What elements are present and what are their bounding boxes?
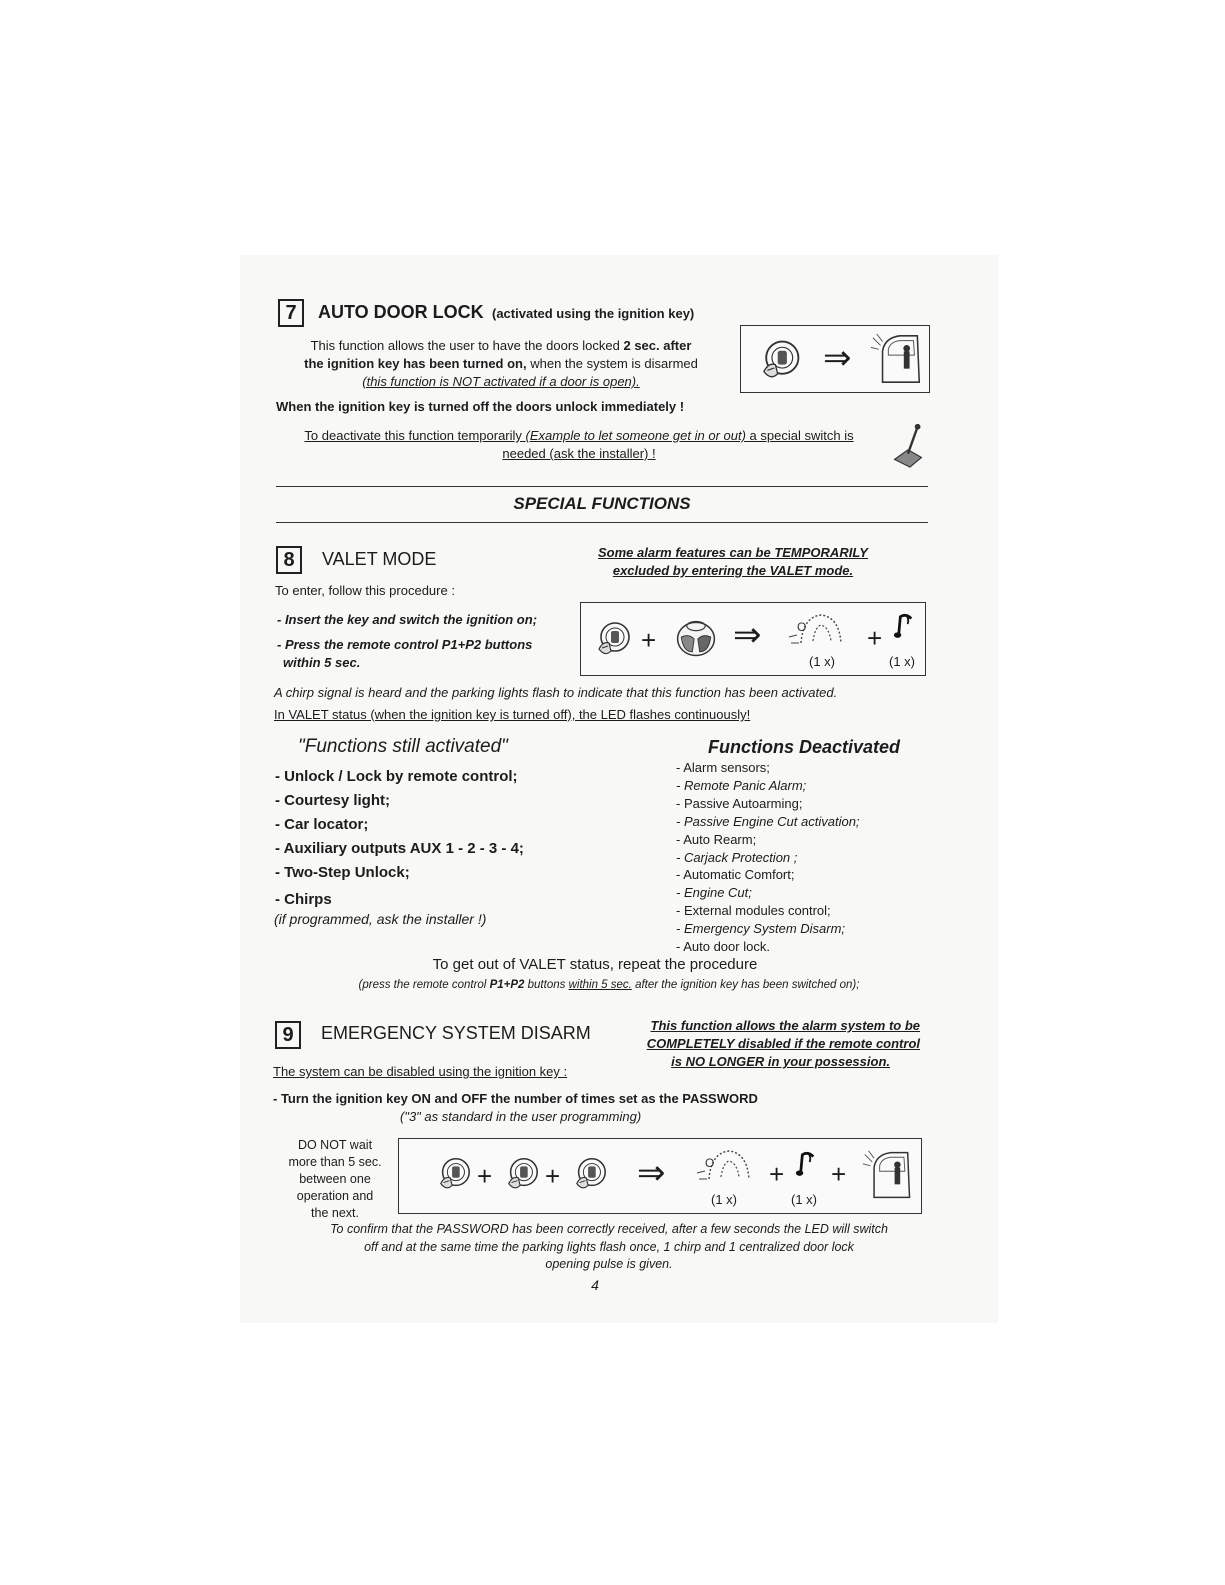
desc-note: (this function is NOT activated if a door is open).	[362, 374, 640, 389]
led-count: (1 x)	[809, 654, 835, 669]
chirp-count: (1 x)	[791, 1192, 817, 1207]
desc-text: This function allows the user to have the doors locked	[310, 338, 620, 353]
chirps-item: - Chirps	[275, 891, 332, 908]
chirps-note: (if programmed, ask the installer !)	[274, 911, 487, 927]
chirp-icon	[795, 1149, 817, 1177]
section-9-title: EMERGENCY SYSTEM DISARM	[321, 1023, 591, 1043]
list-item: - Remote Panic Alarm;	[676, 777, 807, 793]
wait-note-line: more than 5 sec.	[288, 1155, 382, 1169]
ignition-off-note: When the ignition key is turned off the doors unlock immediately !	[276, 399, 685, 414]
emergency-intro: The system can be disabled using the ignition key :	[273, 1064, 568, 1079]
chirp-count: (1 x)	[889, 654, 915, 669]
wait-note-line: operation and	[296, 1189, 374, 1203]
ignition-key-icon	[435, 1155, 473, 1193]
ignition-key-icon	[503, 1155, 541, 1193]
emergency-step-note: ("3" as standard in the user programming)	[400, 1109, 642, 1124]
get-out-text: To get out of VALET status, repeat the procedure	[432, 956, 758, 973]
list-item: - Engine Cut;	[676, 885, 752, 901]
auto-lock-diagram	[740, 325, 930, 393]
get-out-note-text: buttons	[527, 979, 566, 991]
valet-step-2-line: - Press the remote control P1+P2 buttons	[277, 637, 533, 652]
get-out-note	[250, 977, 968, 993]
valet-note-line: excluded by entering the VALET mode.	[612, 563, 854, 578]
functions-deactivated-list	[676, 759, 860, 956]
functions-still-heading: "Functions still activated"	[298, 736, 508, 757]
door-lock-icon	[861, 1147, 917, 1203]
deactivate-note	[250, 427, 908, 463]
plus-sign: +	[545, 1161, 561, 1191]
valet-step-2-line: within 5 sec.	[283, 655, 361, 670]
section-7-description	[262, 337, 740, 391]
valet-note-line: Some alarm features can be TEMPORARILY	[598, 545, 868, 560]
section-number-7: 7	[278, 299, 304, 327]
desc-bold: the ignition key has been turned on,	[304, 356, 527, 371]
valet-step-2	[277, 636, 532, 672]
chirp-icon	[893, 611, 915, 639]
deactivate-example: (Example to let someone get in or out)	[525, 428, 746, 443]
list-item: - Courtesy light;	[275, 792, 390, 809]
page-number: 4	[591, 1277, 599, 1293]
functions-still-list	[275, 765, 524, 885]
wait-note-line: DO NOT wait	[297, 1138, 373, 1152]
desc-bold: 2 sec. after	[623, 338, 692, 353]
valet-note	[568, 544, 898, 580]
valet-intro: To enter, follow this procedure :	[275, 583, 455, 598]
list-item: - Auto door lock.	[676, 939, 770, 955]
list-item: - Car locator;	[275, 816, 369, 833]
functions-deactivated-heading: Functions Deactivated	[708, 737, 901, 757]
list-item: - Passive Autoarming;	[676, 795, 803, 811]
plus-sign: +	[477, 1161, 493, 1191]
divider-bottom	[276, 522, 928, 523]
chirp-signal-text: A chirp signal is heard and the parking lights flash to indicate that this function has been activated.	[274, 685, 838, 700]
led-flash-icon	[695, 1143, 755, 1183]
list-item: - External modules control;	[676, 903, 831, 919]
deactivate-text: a special switch is	[749, 428, 854, 443]
emergency-step: - Turn the ignition key ON and OFF the number of times set as the PASSWORD	[273, 1091, 758, 1106]
list-item: - Auto Rearm;	[676, 831, 757, 847]
arrow-right-icon: ⇒	[733, 616, 762, 654]
section-7-title: AUTO DOOR LOCK	[318, 302, 484, 322]
plus-sign: +	[769, 1159, 785, 1189]
list-item: - Unlock / Lock by remote control;	[275, 768, 518, 785]
led-count: (1 x)	[711, 1192, 737, 1207]
list-item: - Alarm sensors;	[676, 760, 770, 775]
confirm-line: off and at the same time the parking lights flash once, 1 chirp and 1 centralized door lock	[364, 1239, 854, 1254]
ignition-key-icon	[757, 337, 803, 383]
list-item: - Emergency System Disarm;	[676, 921, 846, 937]
section-number-8: 8	[276, 546, 302, 574]
plus-sign: +	[867, 623, 883, 653]
emergency-procedure-diagram	[398, 1138, 922, 1214]
section-7-subtitle: (activated using the ignition key)	[492, 306, 695, 321]
get-out-note-underline: within 5 sec.	[568, 979, 632, 991]
door-lock-icon	[869, 331, 927, 387]
wait-note	[276, 1137, 394, 1222]
deactivate-text: needed (ask the installer) !	[502, 446, 656, 461]
get-out-note-text: (press the remote control	[358, 979, 487, 991]
valet-step-1: - Insert the key and switch the ignition on;	[277, 612, 538, 627]
list-item: - Passive Engine Cut activation;	[676, 813, 860, 829]
valet-status-text: In VALET status (when the ignition key is turned off), the LED flashes continuously!	[274, 707, 751, 722]
ignition-key-icon	[593, 619, 633, 659]
section-number-9: 9	[275, 1021, 301, 1049]
list-item: - Two-Step Unlock;	[275, 864, 410, 881]
remote-control-icon	[673, 615, 719, 661]
special-switch-icon	[888, 421, 928, 469]
desc-text: when the system is disarmed	[530, 356, 698, 371]
arrow-right-icon: ⇒	[637, 1154, 666, 1192]
list-item: - Automatic Comfort;	[676, 867, 795, 883]
confirm-line: opening pulse is given.	[545, 1257, 673, 1271]
emergency-note	[620, 1017, 920, 1071]
plus-sign: +	[641, 625, 657, 655]
get-out-note-text: after the ignition key has been switched on);	[635, 979, 860, 991]
divider-top	[276, 486, 928, 487]
valet-procedure-diagram	[580, 602, 926, 676]
wait-note-line: the next.	[311, 1206, 359, 1220]
arrow-right-icon: ⇒	[823, 339, 852, 377]
emergency-note-line: is NO LONGER in your possession.	[671, 1054, 890, 1069]
list-item: - Carjack Protection ;	[676, 849, 798, 865]
emergency-note-line: This function allows the alarm system to be	[650, 1018, 920, 1033]
password-confirm-text	[250, 1221, 968, 1274]
plus-sign: +	[831, 1159, 847, 1189]
section-8-title: VALET MODE	[322, 549, 437, 569]
special-functions-heading: SPECIAL FUNCTIONS	[513, 494, 691, 513]
wait-note-line: between one	[299, 1172, 371, 1186]
get-out-note-bold: P1+P2	[489, 979, 525, 991]
ignition-key-icon	[571, 1155, 609, 1193]
led-flash-icon	[787, 607, 847, 647]
confirm-line: To confirm that the PASSWORD has been correctly received, after a few seconds the LED will switch	[330, 1222, 888, 1236]
deactivate-text: To deactivate this function temporarily	[304, 428, 522, 443]
list-item: - Auxiliary outputs AUX 1 - 2 - 3 - 4;	[275, 840, 524, 857]
emergency-note-line: COMPLETELY disabled if the remote control	[646, 1036, 920, 1051]
